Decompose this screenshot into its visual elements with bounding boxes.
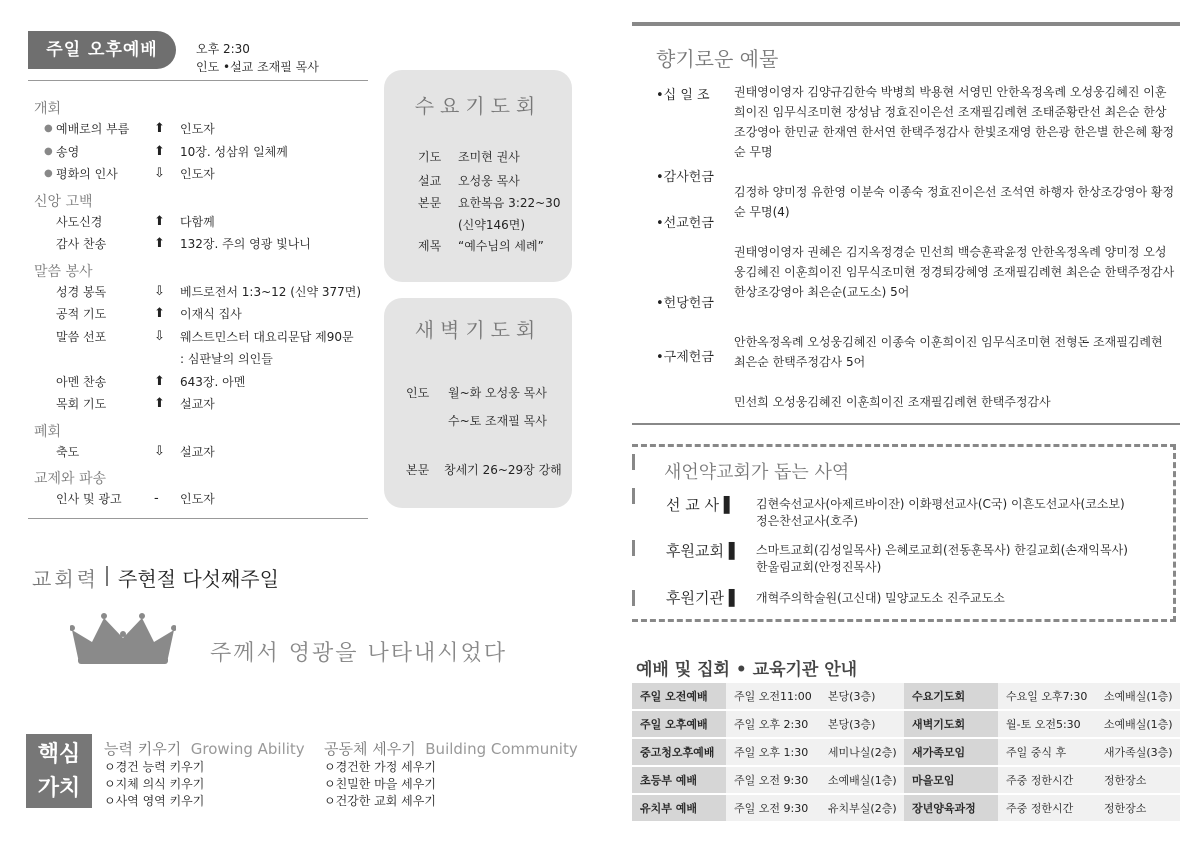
order-item-arrow: ⇩ [154, 283, 165, 299]
ability-item: ㅇ사역 영역 키우기 [104, 794, 205, 808]
calendar-separator [106, 566, 108, 586]
bullet-icon: ● [44, 145, 53, 157]
order-item-arrow: ⬆ [154, 236, 165, 251]
thanks-names: 김정하 양미정 유한영 이분숙 이종숙 정효진이은선 조석연 하행자 한상조강영아 황정순 무명(4) [734, 185, 1175, 219]
order-item-label: 공적 기도 [56, 307, 107, 321]
guide-cell: 주중 정한시간 [998, 794, 1096, 822]
order-item-label: 감사 찬송 [56, 237, 107, 251]
guide-row [632, 766, 1180, 794]
wed-prayer-value: 조미현 권사 [458, 150, 520, 164]
order-item-value: 다함께 [180, 214, 215, 229]
guide-row [632, 738, 1180, 766]
building-names: 안한옥정옥례 오성웅김혜진 이종숙 이훈희이진 임무식조미현 전형돈 조재필김례현 최은순 한택주정감사 5어 [734, 335, 1163, 369]
core-values-line1: 핵심 [37, 742, 81, 767]
dawn-prayer-box [384, 298, 572, 508]
guide-title: 예배 및 집회 • 교육기관 안내 [636, 660, 858, 680]
order-item-arrow: ⬆ [154, 396, 165, 411]
order-item-value: 132장. 주의 영광 빛나니 [180, 237, 311, 251]
guide-meeting-name: 수요기도회 [904, 683, 998, 710]
order-item [44, 393, 364, 415]
dawn-lead-label: 인도 [406, 386, 430, 400]
guide-cell: 소예배실(1층) [1096, 710, 1180, 738]
guide-cell: 주일 오후 1:30 [726, 738, 820, 766]
guide-cell: 본당(3층) [820, 683, 904, 710]
guide-row [632, 683, 1180, 710]
community-head-ko: 공동체 세우기 [324, 740, 416, 758]
guide-meeting-name: 초등부 예배 [632, 766, 726, 794]
dash-left [632, 454, 635, 470]
order-item [44, 163, 364, 185]
order-item [44, 233, 364, 255]
wed-topic-label: 제목 [418, 239, 442, 253]
church-calendar-slogan: 주께서 영광을 나타내시었다 [210, 641, 508, 666]
wednesday-prayer-title: 수요기도회 [414, 94, 542, 118]
dash-left [632, 488, 635, 504]
order-item-label: 성경 봉독 [56, 284, 107, 299]
order-item-label: 인사 및 광고 [56, 492, 122, 506]
guide-meeting-name: 중고청오후예배 [632, 738, 726, 766]
order-item-value: 베드로전서 1:3~12 (신약 377면) [180, 284, 362, 299]
dawn-lead-1: 월~화 오성웅 목사 [448, 386, 547, 400]
guide-cell: 소예배실(1층) [820, 766, 904, 794]
order-item [44, 141, 364, 163]
support-org-list [756, 590, 1005, 607]
ability-item: ㅇ경건 능력 키우기 [104, 760, 205, 774]
community-item: ㅇ건강한 교회 세우기 [324, 794, 436, 808]
divider-bottom [28, 518, 368, 519]
order-item [44, 303, 364, 325]
community-head-en: Building Community [425, 740, 578, 758]
ability-head-ko: 능력 키우기 [104, 740, 182, 758]
tithe-label: •십 일 조 [656, 88, 710, 103]
dash-left [632, 590, 635, 606]
order-item [44, 371, 364, 393]
guide-meeting-name: 장년양육과정 [904, 794, 998, 822]
tithe-names: 권태영이영자 김양규김한숙 박병희 박용현 서영민 안한옥정옥례 오성웅김혜진 이훈희이진 임무식조미현 장성남 정효진이은선 조재필김례현 조태준황란선 최은순 한상조강영아 한민균 한재연 한서연 한택주정감사 한빛조재영 한은광 한은별 한은혜 황정순 무명 [734, 85, 1175, 159]
order-item-arrow: ⬆ [154, 213, 165, 229]
wed-text-value: 요한복음 3:22~30 [458, 196, 561, 210]
order-item-value: 설교자 [180, 397, 215, 411]
ability-head [104, 738, 305, 759]
bullet-icon: ● [44, 168, 53, 179]
missionary-line: 김현숙선교사(아제르바이잔) 이화평선교사(C국) 이흔도선교사(코소보) [756, 497, 1125, 511]
guide-row [632, 794, 1180, 822]
order-item-value: 인도자 [180, 492, 215, 506]
core-ability [104, 738, 305, 810]
order-item-label: 예배로의 부름 [56, 122, 130, 136]
dash-left [632, 540, 635, 556]
guide-meeting-name: 주일 오후예배 [632, 710, 726, 738]
wed-text-page: (신약146면) [458, 218, 526, 232]
mission-support-title: 새언약교회가 돕는 사역 [664, 462, 850, 483]
community-item: ㅇ경건한 가정 세우기 [324, 760, 436, 774]
dawn-prayer-title: 새벽기도회 [414, 318, 542, 342]
thanks-label: •감사헌금 [656, 170, 714, 185]
guide-meeting-name: 주일 오전예배 [632, 683, 726, 710]
order-item-value: 인도자 [180, 122, 215, 136]
wed-sermon-value: 오성웅 목사 [458, 174, 520, 188]
top-rule [632, 22, 1180, 26]
wednesday-prayer-box [384, 70, 572, 282]
ability-item: ㅇ지체 의식 키우기 [104, 777, 205, 791]
support-church-label: 후원교회 ▌ [666, 542, 741, 560]
order-item-value: : 심판날의 의인들 [180, 352, 273, 366]
worship-leader: 인도 •설교 조재필 목사 [196, 60, 319, 74]
community-head [324, 738, 578, 759]
order-item [44, 211, 364, 233]
order-item-arrow: ⬆ [154, 121, 165, 136]
order-section-title: 폐회 [34, 423, 62, 440]
mission-offering-label: •선교헌금 [656, 216, 714, 231]
guide-cell: 본당(3층) [820, 710, 904, 738]
guide-meeting-name: 새가족모임 [904, 738, 998, 766]
order-section-title: 교제와 파송 [34, 471, 107, 487]
guide-table [632, 683, 1180, 823]
order-item [44, 441, 364, 463]
support-church-list [756, 542, 1128, 576]
order-item-label: 목회 기도 [56, 397, 107, 411]
order-item-value: 10장. 성삼위 일체께 [180, 144, 288, 159]
wed-text-label: 본문 [418, 196, 442, 210]
building-label: •헌당헌금 [656, 296, 714, 311]
wed-topic-value: “예수님의 세례” [458, 239, 544, 253]
offerings-title: 향기로운 예물 [656, 47, 779, 71]
afternoon-worship-title: 주일 오후예배 [28, 31, 176, 69]
guide-cell: 주일 오전11:00 [726, 683, 820, 710]
order-item-arrow: - [154, 491, 159, 506]
order-item-label: 말씀 선포 [56, 329, 107, 344]
core-values-line2: 가치 [37, 776, 81, 801]
order-item [44, 118, 364, 140]
guide-row [632, 710, 1180, 738]
support-org-label: 후원기관 ▌ [666, 589, 741, 607]
crown-icon [70, 610, 176, 666]
mid-rule [632, 423, 1180, 425]
order-item [44, 348, 364, 370]
order-item [44, 326, 364, 348]
order-item-value: 인도자 [180, 167, 215, 181]
missionary-line: 정은찬선교사(호주) [756, 514, 859, 528]
dawn-text-label: 본문 [406, 463, 430, 477]
order-section-title: 신앙 고백 [34, 193, 93, 210]
dawn-lead-2: 수~토 조재필 목사 [448, 414, 547, 428]
order-item-value: 설교자 [180, 444, 215, 459]
order-item-label: 아멘 찬송 [56, 374, 107, 389]
guide-cell: 주일 오전 9:30 [726, 794, 820, 822]
missionary-label-text: 선 교 사 [666, 496, 720, 514]
guide-cell: 수요일 오후7:30 [998, 683, 1096, 710]
dawn-text-value: 창세기 26~29장 강해 [444, 463, 562, 477]
order-item-arrow: ⬆ [154, 373, 165, 389]
guide-cell: 유치부실(2층) [820, 794, 904, 822]
order-item-arrow: ⬆ [154, 306, 165, 321]
guide-cell: 새가족실(3층) [1096, 738, 1180, 766]
order-item-arrow: ⬆ [154, 143, 165, 159]
church-calendar-title: 주현절 다섯째주일 [118, 567, 279, 591]
mission-offering-names: 권태영이영자 권혜은 김지옥정경순 민선희 백승훈곽윤정 안한옥정옥례 양미정 오성웅김혜진 이훈희이진 임무식조미현 정경퇴강혜영 조재필김례현 최은순 한택주정감사 한상조강영아 최은순(교도소) 5어 [734, 245, 1175, 299]
guide-cell: 주일 중식 후 [998, 738, 1096, 766]
order-item-label: 축도 [56, 444, 80, 459]
order-item-value: 643장. 아멘 [180, 374, 246, 389]
guide-cell: 주일 오후 2:30 [726, 710, 820, 738]
guide-meeting-name: 새벽기도회 [904, 710, 998, 738]
missionary-list [756, 496, 1125, 530]
core-values-box [26, 734, 92, 808]
community-item: ㅇ친밀한 마을 세우기 [324, 777, 436, 791]
support-church-label-text: 후원교회 [666, 542, 724, 560]
order-item-arrow: ⇩ [154, 328, 165, 344]
support-org-label-text: 후원기관 [666, 589, 724, 607]
guide-meeting-name: 유치부 예배 [632, 794, 726, 822]
guide-cell: 정한장소 [1096, 794, 1180, 822]
relief-names: 민선희 오성웅김혜진 이훈희이진 조재필김례현 한택주정감사 [734, 395, 1051, 409]
wed-sermon-label: 설교 [418, 174, 442, 188]
core-community [324, 738, 578, 810]
order-item-arrow: ⇩ [154, 443, 165, 459]
order-item [44, 488, 364, 510]
order-item-value: 웨스트민스터 대요리문답 제90문 [180, 329, 354, 344]
order-item-label: 송영 [56, 144, 80, 159]
order-item-value: 이재식 집사 [180, 307, 242, 321]
afternoon-worship-info [196, 40, 319, 76]
guide-cell: 주일 오전 9:30 [726, 766, 820, 794]
guide-cell: 세미나실(2층) [820, 738, 904, 766]
order-item-label: 평화의 인사 [56, 167, 118, 181]
worship-time: 오후 2:30 [196, 42, 250, 56]
missionary-label: 선 교 사 ▌ [666, 496, 736, 514]
guide-cell: 월-토 오전5:30 [998, 710, 1096, 738]
bullet-icon: ● [44, 123, 53, 134]
guide-cell: 소예배실(1층) [1096, 683, 1180, 710]
wed-prayer-label: 기도 [418, 150, 442, 164]
order-section-title: 말씀 봉사 [34, 263, 93, 280]
order-section-title: 개회 [34, 101, 62, 117]
relief-label: •구제헌금 [656, 350, 714, 365]
ability-head-en: Growing Ability [190, 740, 305, 758]
support-church-line: 스마트교회(김성일목사) 은혜로교회(전동훈목사) 한길교회(손재익목사) [756, 543, 1128, 557]
support-org-line: 개혁주의학술원(고신대) 밀양교도소 진주교도소 [756, 591, 1005, 605]
order-item-label: 사도신경 [56, 214, 103, 229]
guide-meeting-name: 마을모임 [904, 766, 998, 794]
order-item [44, 281, 364, 303]
divider-top [28, 80, 368, 81]
guide-cell: 정한장소 [1096, 766, 1180, 794]
order-item-arrow: ⇩ [154, 166, 165, 181]
church-calendar-label: 교회력 [32, 567, 99, 591]
support-church-line: 한울림교회(안정진목사) [756, 560, 882, 574]
guide-cell: 주중 정한시간 [998, 766, 1096, 794]
